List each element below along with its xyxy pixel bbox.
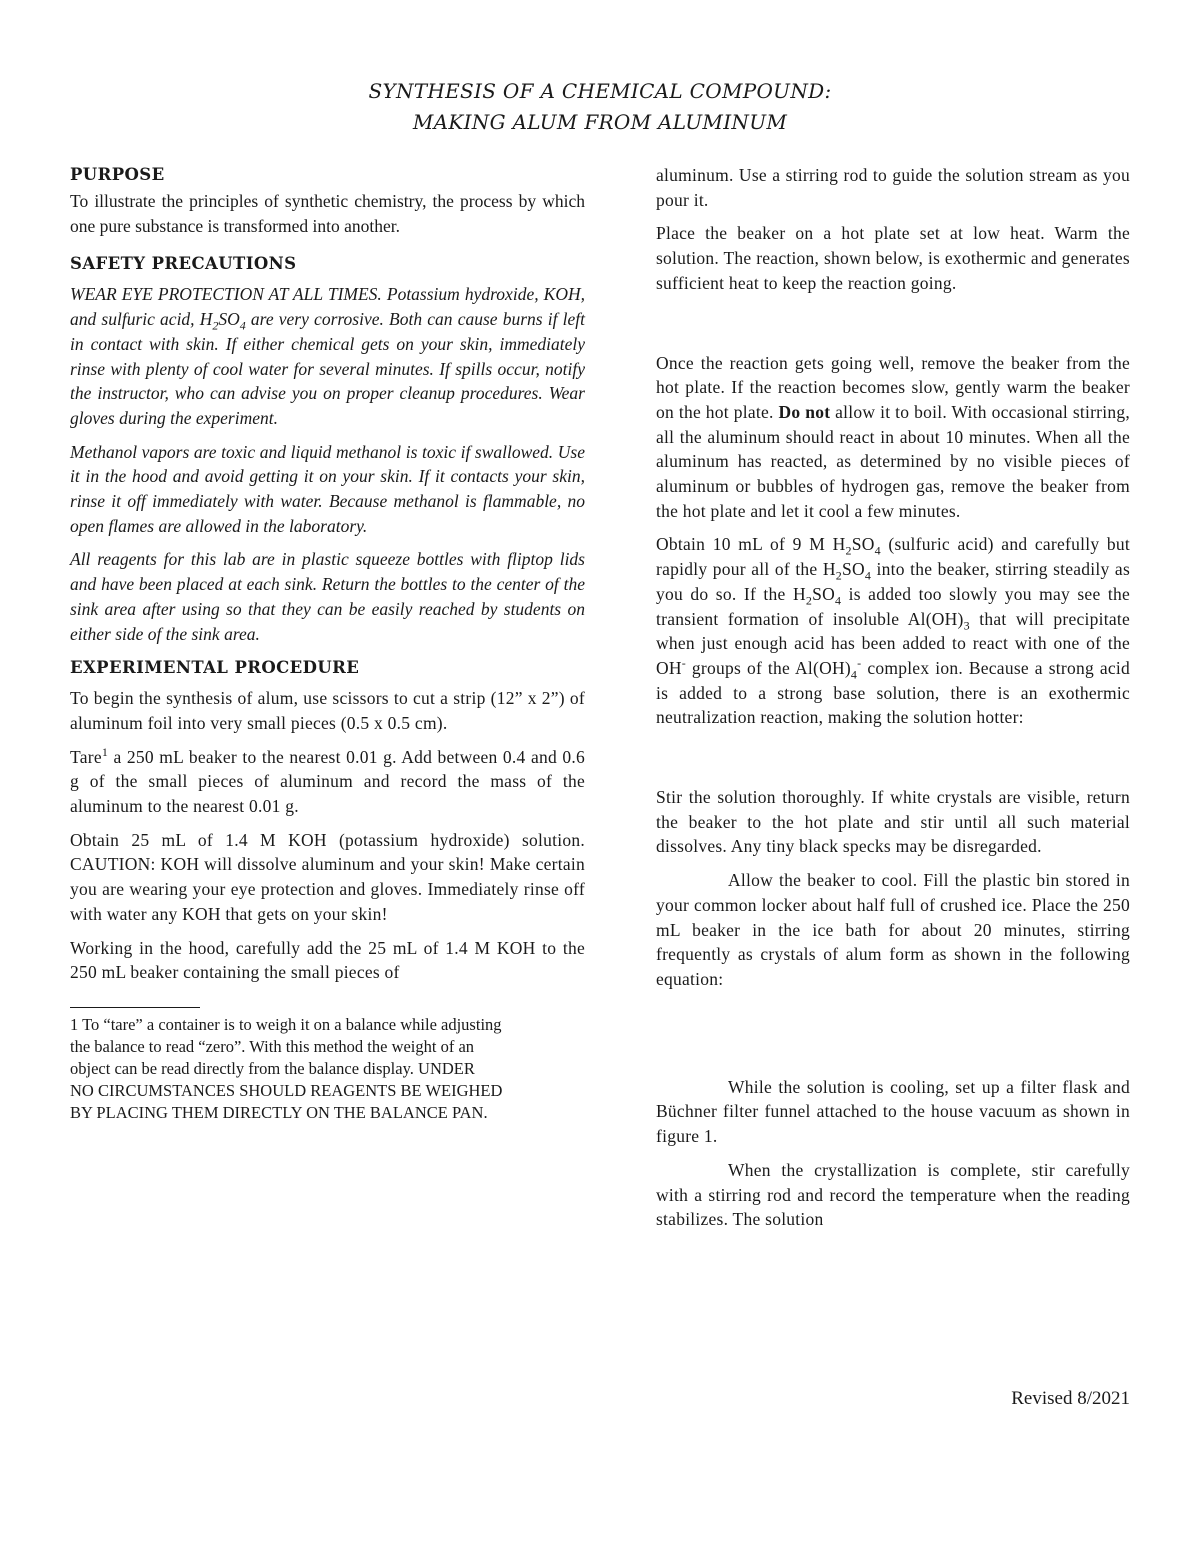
procedure-paragraph-4: Working in the hood, carefully add the 25 mL of 1.4 M KOH to the 250 mL beaker containing the small pieces of (70, 937, 585, 983)
right-column (656, 163, 1130, 1241)
right-paragraph-5: Stir the solution thoroughly. If white crystals are visible, return the beaker to the hot plate and stir until all such material dissolves. Any tiny black specks may be disregarded. (656, 787, 1130, 857)
right-paragraph-3: Once the reaction gets going well, remove the beaker from the hot plate. If the reaction becomes slow, gently warm the beaker on the hot plate. Do not allow it to boil. With occasional stirring, all the aluminum should react in about 10 minutes. When all the aluminum has reacted, as determined by no visible pieces of aluminum or bubbles of hydrogen gas, remove the beaker from the hot plate and let it cool a few minutes. (656, 352, 1130, 521)
left-column (70, 163, 585, 1124)
document-title (0, 76, 1200, 138)
safety-paragraph-1: WEAR EYE PROTECTION AT ALL TIMES. Potassium hydroxide, KOH, and sulfuric acid, $H_2SO_4$ are very corrosive. Both can cause burns if left in contact with skin. If either chemical gets on your skin, immediately rinse with plenty of cool water for several minutes. If spills occur, notify the instructor, who can advise you on proper cleanup procedures. Wear gloves during the experiment. (70, 284, 585, 428)
footnote-marker: 1 (101, 744, 109, 759)
safety-paragraph-2: Methanol vapors are toxic and liquid methanol is toxic if swallowed. Use it in the hood and avoid getting it on your skin. If it contacts your skin, rinse it off immediately with water. Because methanol is flammable, no open flames are allowed in the laboratory. (70, 441, 585, 536)
revision-date: Revised 8/2021 (1011, 1388, 1130, 1409)
procedure-paragraph-1: To begin the synthesis of alum, use scissors to cut a strip (12” x 2”) of aluminum foil into very small pieces (0.5 x 0.5 cm). (70, 688, 585, 733)
title-line-1: SYNTHESIS OF A CHEMICAL COMPOUND: (368, 79, 832, 103)
equation-space-3 (656, 1001, 1130, 1075)
purpose-heading: PURPOSE (70, 165, 165, 184)
purpose-text: To illustrate the principles of synthetic chemistry, the process by which one pure substance is transformed into another. (70, 191, 585, 236)
right-paragraph-4: Obtain 10 mL of 9 M $H_2SO_4$ (sulfuric acid) and carefully but rapidly pour all of the $H_2SO_4$ into the beaker, stirring steadily as you do so. If the $H_2SO_4$ is added too slowly you may see the transient formation of insoluble $Al(OH)_3$ that will precipitate when just enough acid has been added to react with one of the OH- groups of the $Al(OH)_4^-$ complex ion. Because a strong acid is added to a strong base solution, there is an exothermic neutralization reaction, making the solution hotter: (656, 534, 1131, 728)
equation-space-1 (656, 305, 1130, 351)
title-line-2: MAKING ALUM FROM ALUMINUM (412, 110, 788, 134)
footnote-divider (70, 1007, 200, 1008)
procedure-paragraph-3: Obtain 25 mL of 1.4 M KOH (potassium hydroxide) solution. CAUTION: KOH will dissolve aluminum and your skin! Make certain you are wearing your eye protection and gloves. Immediately rinse off with water any KOH that gets on your skin! (70, 829, 585, 924)
right-paragraph-2: Place the beaker on a hot plate set at low heat. Warm the solution. The reaction, shown below, is exothermic and generates sufficient heat to keep the reaction going. (656, 223, 1130, 293)
procedure-paragraph-2: Tare$^1$ a 250 mL beaker to the nearest 0.01 g. Add between 0.4 and 0.6 g of the small pieces of aluminum and record the mass of the aluminum to the nearest 0.01 g. (70, 744, 585, 817)
right-paragraph-8: When the crystallization is complete, stir carefully with a stirring rod and record the temperature when the reading stabilizes. The solution (656, 1159, 1130, 1230)
equation-space-2 (656, 739, 1130, 785)
safety-heading: SAFETY PRECAUTIONS (70, 254, 297, 274)
footnote: 1 To “tare” a container is to weigh it on a balance while adjusting the balance to read “zero”. With this method the weight of an object can be read directly from the balance display. UNDER NO CIRCUMSTANCES SHOULD REAGENTS BE WEIGHED BY PLACING THEM DIRECTLY ON THE BALANCE PAN. (70, 1014, 503, 1122)
right-paragraph-7: While the solution is cooling, set up a filter flask and Büchner filter funnel attached to the house vacuum as shown in figure 1. (656, 1076, 1130, 1147)
right-paragraph-1: aluminum. Use a stirring rod to guide the solution stream as you pour it. (656, 165, 1130, 210)
procedure-heading: EXPERIMENTAL PROCEDURE (70, 658, 360, 678)
right-paragraph-6: Allow the beaker to cool. Fill the plastic bin stored in your common locker about half full of crushed ice. Place the 250 mL beaker in the ice bath for about 20 minutes, stirring frequently as crystals of alum form as shown in the following equation: (656, 870, 1130, 989)
safety-paragraph-3: All reagents for this lab are in plastic squeeze bottles with fliptop lids and have been placed at each sink. Return the bottles to the center of the sink area after using so that they can be easily reached by students on either side of the sink area. (70, 549, 585, 644)
